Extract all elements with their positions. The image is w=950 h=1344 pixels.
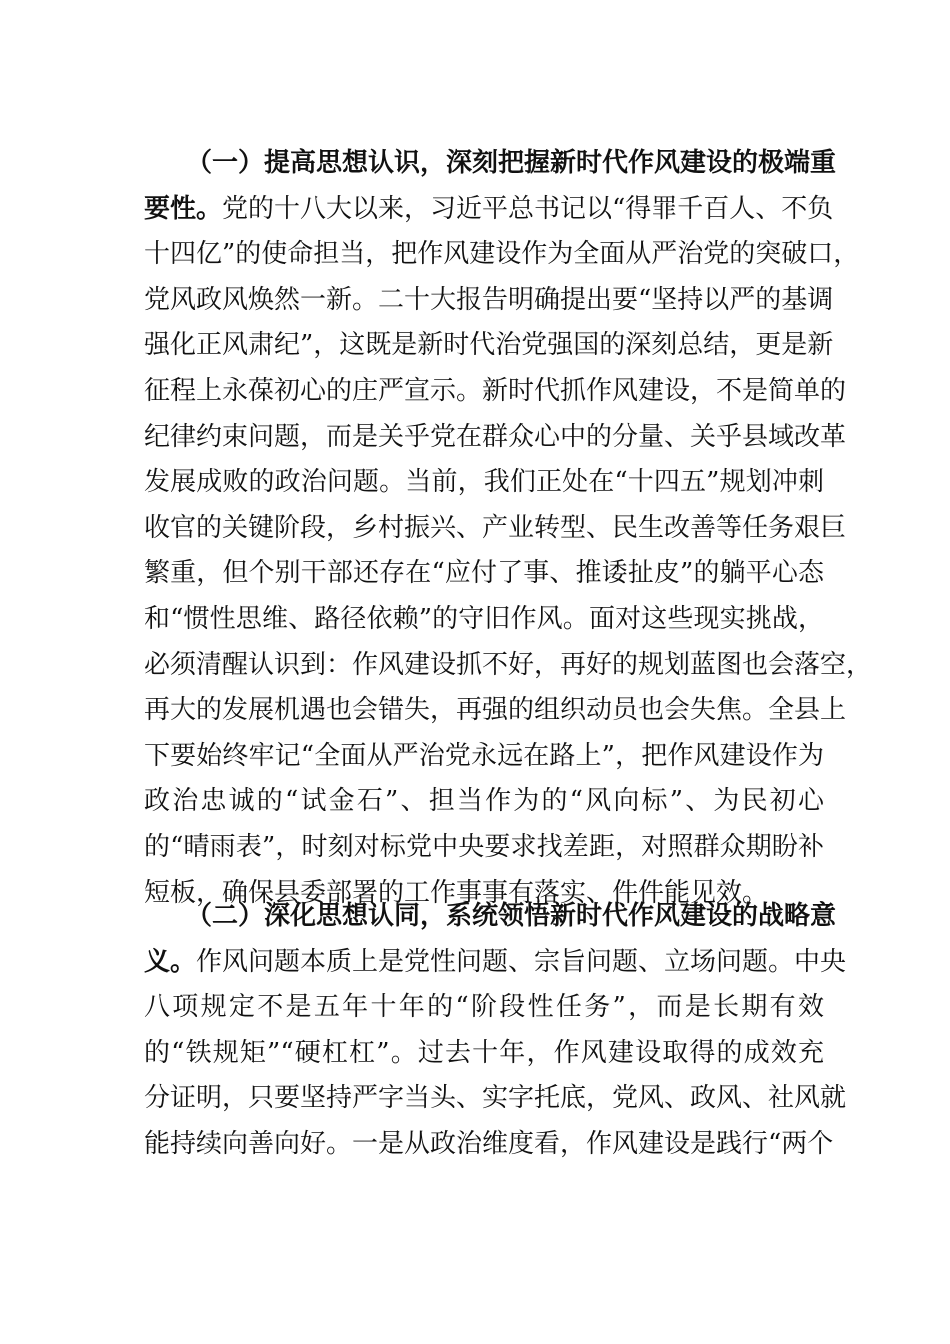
paragraph-1-line-10: [144, 551, 824, 597]
line-text: 繁重，但个别干部还存在“应付了事、推诿扯皮”的躺平心态: [144, 558, 824, 589]
paragraph-2-line-4: [144, 1031, 824, 1077]
line-text: 分证明，只要坚持严字当头、实字托底，党风、政风、社风就: [144, 1083, 847, 1114]
paragraph-1-line-3: [144, 232, 860, 278]
section-heading-1-end: 要性。: [144, 193, 223, 224]
section-heading-2: （二）深化思想认同，系统领悟新时代作风建设的战略意: [186, 901, 837, 931]
paragraph-1-line-11: [144, 597, 824, 643]
paragraph-2-line-2: [144, 940, 847, 986]
line-text: 征程上永葆初心的庄严宣示。新时代抓作风建设，不是简单的: [144, 375, 847, 406]
paragraph-2: [144, 894, 847, 1168]
paragraph-1-line-5: [144, 323, 834, 369]
line-text: 的“铁规矩”“硬杠杠”。过去十年，作风建设取得的成效充: [144, 1037, 824, 1068]
line-text: 十四亿”的使命担当，把作风建设作为全面从严治党的突破口，: [144, 239, 860, 270]
line-text: 八项规定不是五年十年的“阶段性任务”，而是长期有效: [144, 992, 824, 1023]
line-text: 的“晴雨表”，时刻对标党中央要求找差距，对照群众期盼补: [144, 831, 824, 862]
paragraph-1-line-13: [144, 688, 847, 734]
paragraph-1-line-14: [144, 734, 824, 780]
line-text: 党的十八大以来，习近平总书记以“得罪千百人、不负: [222, 193, 834, 224]
line-text: 下要始终牢记“全面从严治党永远在路上”，把作风建设作为: [144, 740, 824, 771]
section-heading-2-end: 义。: [144, 946, 197, 977]
paragraph-1-line-9: [144, 506, 847, 552]
paragraph-1-line-2: [144, 187, 834, 233]
line-text: 短板，确保县委部署的工作事事有落实、件件能见效。: [144, 877, 769, 908]
paragraph-1-line-6: [144, 369, 847, 415]
line-text: 发展成败的政治问题。当前，我们正处在“十四五”规划冲刺: [144, 467, 824, 498]
paragraph-1-line-15: [144, 779, 824, 825]
line-text: 再大的发展机遇也会错失，再强的组织动员也会失焦。全县上: [144, 695, 847, 726]
paragraph-2-line-6: [144, 1122, 834, 1168]
paragraph-1-line-8: [144, 460, 824, 506]
paragraph-1-line-12: [144, 643, 873, 689]
line-text: 强化正风肃纪”，这既是新时代治党强国的深刻总结，更是新: [144, 330, 834, 361]
paragraph-1-line-4: [144, 278, 834, 324]
line-text: 和“惯性思维、路径依赖”的守旧作风。面对这些现实挑战，: [144, 603, 824, 634]
paragraph-1-line-1: [144, 141, 837, 187]
line-text: 收官的关键阶段，乡村振兴、产业转型、民生改善等任务艰巨: [144, 512, 847, 543]
paragraph-1-line-7: [144, 415, 847, 461]
line-text: 党风政风焕然一新。二十大报告明确提出要“坚持以严的基调: [144, 284, 834, 315]
paragraph-1-line-16: [144, 825, 824, 871]
line-text: 必须清醒认识到：作风建设抓不好，再好的规划蓝图也会落空，: [144, 649, 873, 680]
line-text: 纪律约束问题，而是关乎党在群众心中的分量、关乎县域改革: [144, 421, 847, 452]
section-heading-1: （一）提高思想认识，深刻把握新时代作风建设的极端重: [186, 148, 837, 178]
line-text: 能持续向善向好。一是从政治维度看，作风建设是践行“两个: [144, 1128, 834, 1159]
line-text: 作风问题本质上是党性问题、宗旨问题、立场问题。中央: [196, 946, 847, 977]
paragraph-2-line-3: [144, 985, 824, 1031]
paragraph-2-line-1: [144, 894, 837, 940]
paragraph-2-line-5: [144, 1076, 847, 1122]
line-text: 政治忠诚的“试金石”、担当作为的“风向标”、为民初心: [144, 786, 824, 817]
